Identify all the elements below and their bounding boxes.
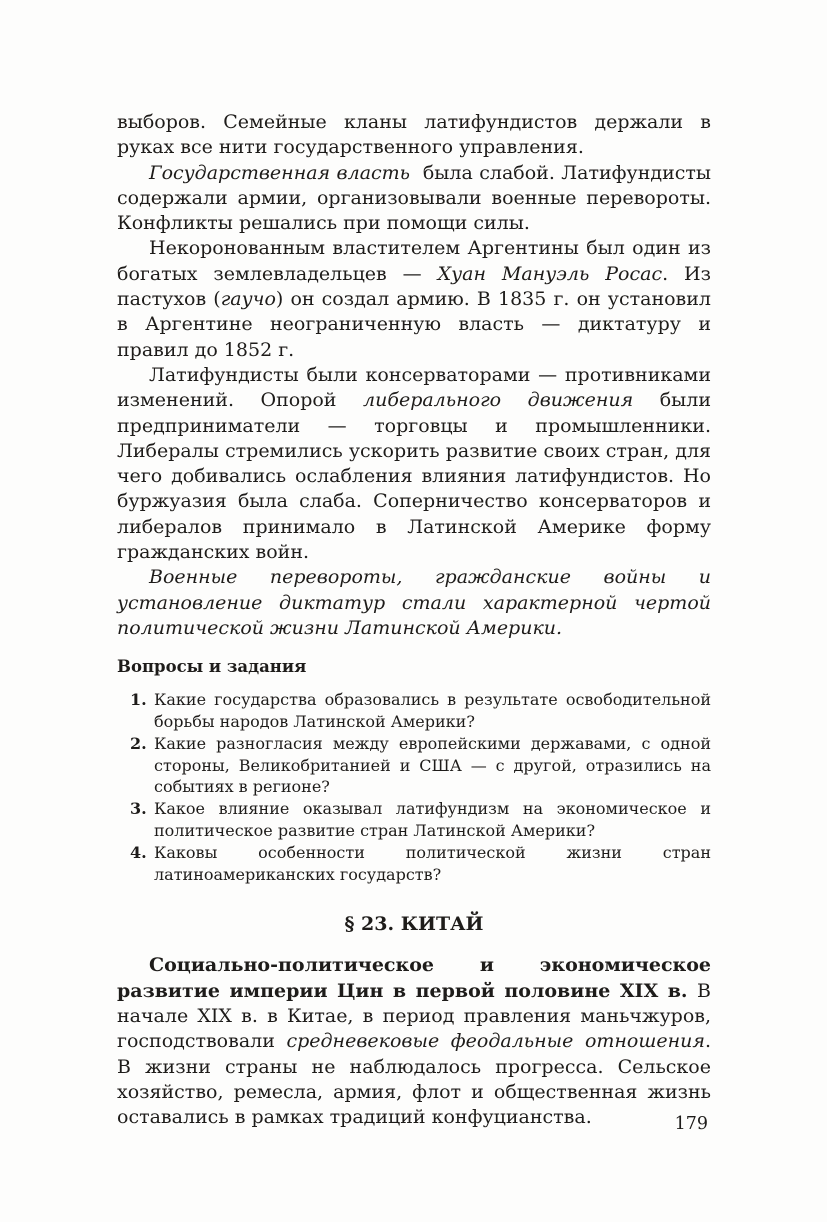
question-item bbox=[117, 733, 711, 798]
question-number: 3. bbox=[130, 799, 147, 819]
text-run: Некоронованным властителем Аргентины был один из богатых землевладельцев — bbox=[117, 237, 711, 285]
paragraph bbox=[117, 565, 711, 641]
text-run: либерального движения bbox=[363, 389, 634, 412]
section-heading: § 23. КИТАЙ bbox=[344, 913, 484, 936]
text-run: гаучо bbox=[220, 288, 276, 311]
paragraph bbox=[117, 236, 711, 362]
questions-block bbox=[117, 657, 711, 885]
question-item bbox=[117, 798, 711, 842]
text-run: средневековые феодальные отношения bbox=[286, 1030, 705, 1053]
text-run: . Из пастухов ( bbox=[117, 262, 711, 311]
questions-list bbox=[117, 689, 711, 885]
text-run: была слабой. Латифундисты содержали армии, организовывали военные перевороты. Конфликты решались при помощи силы. bbox=[117, 161, 712, 235]
question-number: 4. bbox=[130, 842, 147, 862]
questions-heading: Вопросы и задания bbox=[117, 657, 307, 677]
text-run: Государственная власть bbox=[149, 161, 411, 184]
section-paragraphs bbox=[117, 953, 711, 1130]
paragraph bbox=[117, 110, 711, 161]
text-run: Военные перевороты, гражданские войны и установление диктатур стали характерной чертой политической жизни Латинской Америки. bbox=[117, 566, 711, 639]
paragraph bbox=[117, 161, 711, 237]
question-item bbox=[117, 842, 711, 886]
paragraph bbox=[117, 953, 711, 1130]
text-run: . В жизни страны не наблюдалось прогресса. Сельское хозяйство, ремесла, армия, флот и общественная жизнь оставались в рамках традиций конфуцианства. bbox=[117, 1030, 711, 1129]
question-text: Каковы особенности политической жизни стран латиноамериканских государств? bbox=[154, 842, 711, 884]
question-number: 2. bbox=[130, 733, 147, 753]
paragraph bbox=[117, 363, 711, 565]
question-item bbox=[117, 689, 711, 733]
question-text: Какие разногласия между европейскими державами, с одной стороны, Великобританией и США — с другой, отразились на событиях в регионе? bbox=[154, 733, 711, 797]
text-run: Латифундисты были консерваторами — противниками изменений. Опорой bbox=[117, 363, 711, 412]
body-paragraphs bbox=[117, 110, 711, 641]
question-text: Какое влияние оказывал латифундизм на экономическое и политическое развитие стран Латинской Америки? bbox=[154, 799, 711, 841]
text-run: выборов. Семейные кланы латифундистов держали в руках все нити государственного управления. bbox=[117, 111, 711, 159]
question-number: 1. bbox=[130, 690, 147, 710]
text-run: Хуан Мануэль Росас bbox=[437, 262, 663, 285]
text-run: В начале XIX в. в Китае, в период правления маньчжуров, господствовали bbox=[117, 979, 711, 1053]
question-text: Какие государства образовались в результате освободительной борьбы народов Латинской Америки? bbox=[154, 690, 711, 732]
text-run: были предприниматели — торговцы и промышленники. Либералы стремились ускорить развитие своих стран, для чего добивались ослабления влияния латифундистов. Но буржуазия была слаба. Соперничество консерваторов и либералов принимало в Латинской Америке форму гражданских войн. bbox=[117, 389, 712, 564]
text-run: ) он создал армию. В 1835 г. он установил в Аргентине неограниченную власть — диктатуру и правил до 1852 г. bbox=[117, 288, 711, 361]
text-block bbox=[117, 110, 711, 1130]
page-number: 179 bbox=[674, 1114, 708, 1134]
text-run: Социально-политическое и экономическое развитие империи Цин в первой половине XIX в. bbox=[117, 954, 711, 1002]
